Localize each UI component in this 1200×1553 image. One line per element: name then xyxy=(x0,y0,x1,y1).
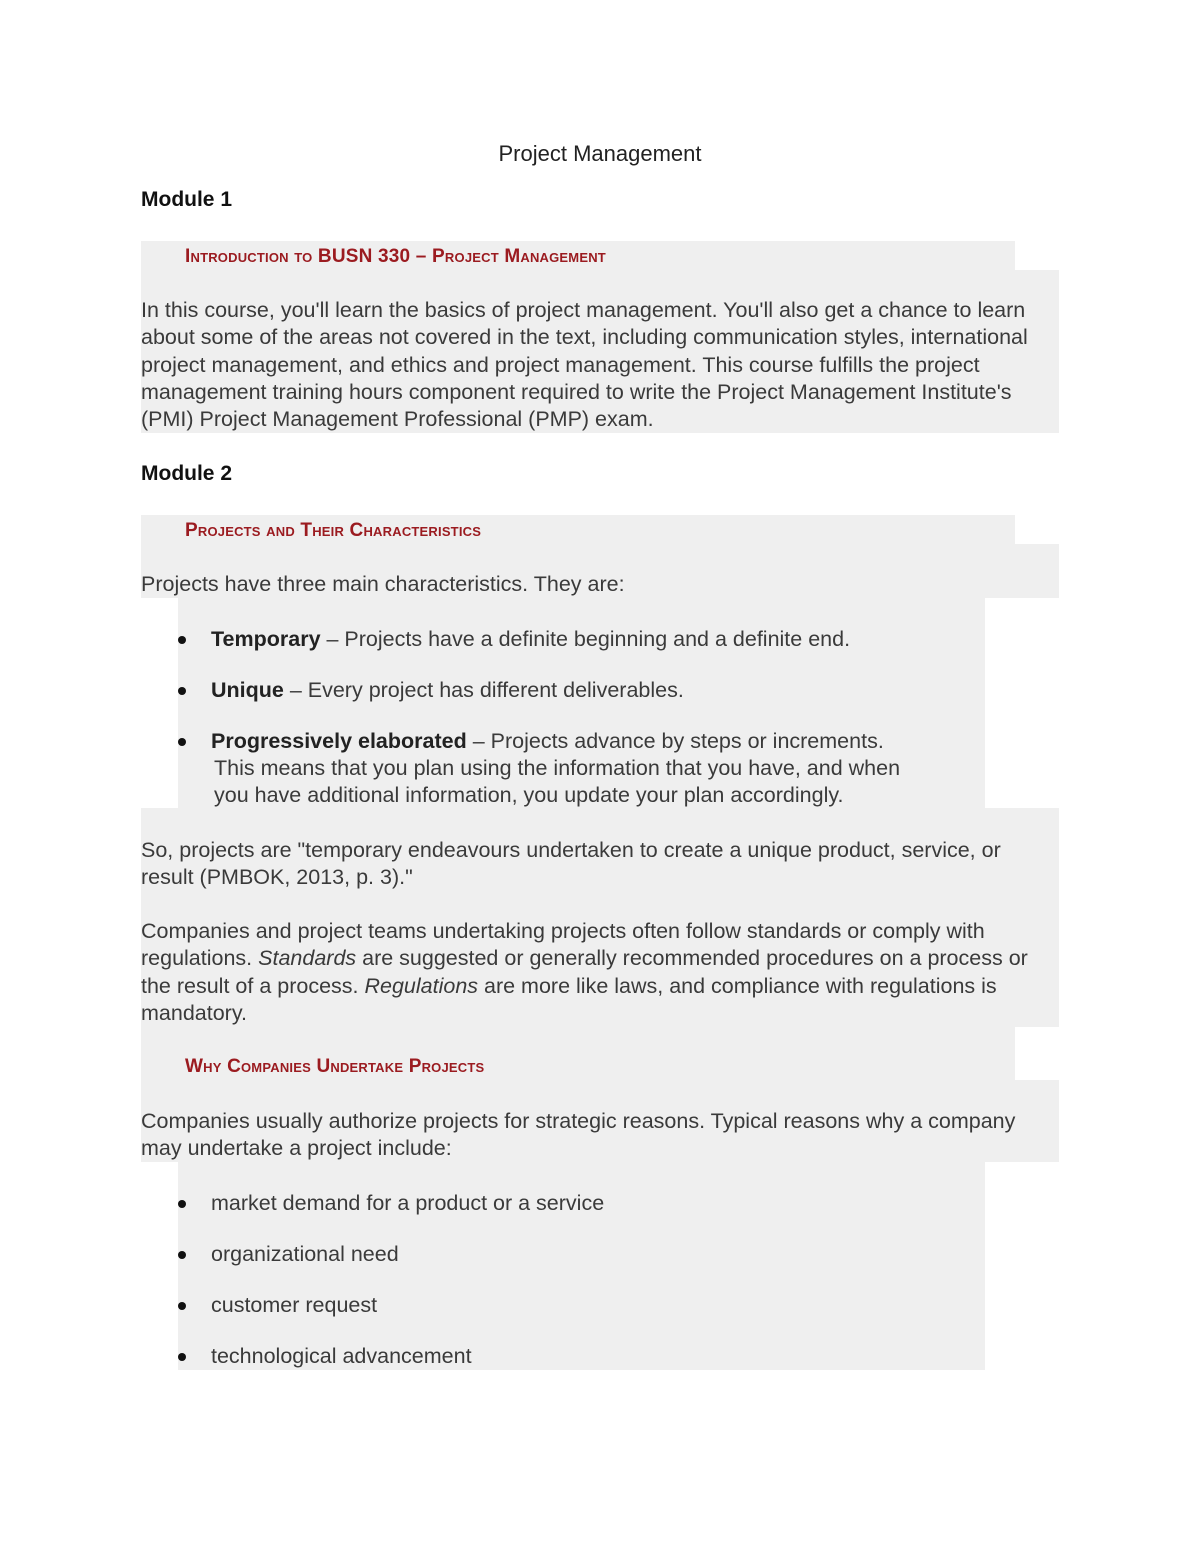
module-1-heading: Introduction to BUSN 330 – Project Management xyxy=(185,246,606,267)
module-2-label: Module 2 xyxy=(141,462,233,485)
bullet-icon xyxy=(178,1302,186,1310)
section-heading-why-projects: Why Companies Undertake Projects xyxy=(185,1056,485,1077)
projects-definition: So, projects are "temporary endeavours undertaken to create a unique product, service, or result (PMBOK, 2013, p. 3)." xyxy=(141,838,1001,890)
document-title: Project Management xyxy=(498,141,702,166)
term-description: – Projects have a definite beginning and a definite end. xyxy=(320,627,851,651)
reason-text: technological advancement xyxy=(211,1344,472,1368)
reason-text: organizational need xyxy=(211,1242,399,1266)
term: Temporary xyxy=(211,627,321,651)
bullet-icon xyxy=(178,687,186,695)
regulations-term: Regulations xyxy=(364,973,479,998)
term-description-continued: This means that you plan using the information that you have, and when xyxy=(214,756,901,780)
standards-text: Companies and project teams undertaking projects often follow standards or comply with regulations. xyxy=(141,919,985,971)
bullet-icon xyxy=(178,1251,186,1259)
standards-text: are more like laws, and compliance with regulations is mandatory. xyxy=(141,973,997,1025)
bullet-icon xyxy=(178,1353,186,1361)
module-1-label: Module 1 xyxy=(141,188,233,211)
term: Unique xyxy=(211,678,284,702)
term-description: – Projects advance by steps or increments. xyxy=(466,729,884,753)
term-description: – Every project has different deliverables. xyxy=(283,678,684,702)
characteristics-intro: Projects have three main characteristics. They are: xyxy=(141,572,625,596)
module-1-paragraph: In this course, you'll learn the basics of project management. You'll also get a chance to learn about some of the areas not covered in the text, including communication styles, international project management, and ethics and project management. This course fulfills the project management training hours component required to write the Project Management Institute's (PMI) Project Management Professional (PMP) exam. xyxy=(141,298,1028,432)
reason-text: customer request xyxy=(211,1293,378,1317)
standards-paragraph xyxy=(141,918,1059,1027)
bullet-icon xyxy=(178,1200,186,1208)
reasons-intro: Companies usually authorize projects for strategic reasons. Typical reasons why a company may undertake a project include: xyxy=(141,1109,1016,1161)
bullet-icon xyxy=(178,636,186,644)
reason-text: market demand for a product or a service xyxy=(211,1191,605,1215)
standards-text: are suggested or generally recommended procedures on a process or the result of a process. xyxy=(141,946,1028,998)
term-description-continued: you have additional information, you update your plan accordingly. xyxy=(214,783,844,807)
section-heading-characteristics: Projects and Their Characteristics xyxy=(185,520,482,541)
bullet-icon xyxy=(178,738,186,746)
term: Progressively elaborated xyxy=(211,729,467,753)
standards-term: Standards xyxy=(258,946,357,971)
